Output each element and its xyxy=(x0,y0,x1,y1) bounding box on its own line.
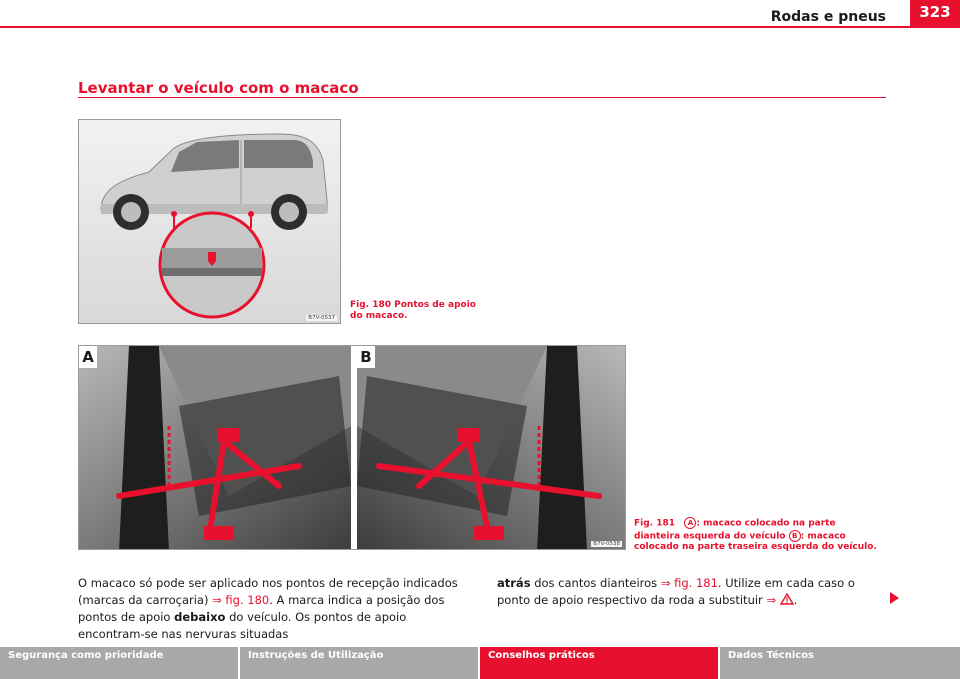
jack-illustration xyxy=(79,346,626,550)
caption-text-1: : macaco colocado na parte dianteira esquerda do veículo xyxy=(634,518,836,541)
figure-link-180[interactable]: ⇒ fig. 180 xyxy=(212,593,270,607)
body-text: do veículo. Os pontos de apoio encontram-se nas nervuras situadas xyxy=(78,610,407,641)
footer-tab-practical-tips[interactable]: Conselhos práticos xyxy=(480,647,718,679)
body-bold: debaixo xyxy=(174,610,226,624)
warning-icon[interactable] xyxy=(780,593,794,605)
caption-text-2: : macaco colocado na parte traseira esquerda do veículo. xyxy=(634,531,877,552)
warning-link[interactable]: ⇒ xyxy=(766,593,777,607)
footer-tab-instructions[interactable]: Instruções de Utilização xyxy=(240,647,478,679)
figure-code: B7V-0537 xyxy=(308,315,335,321)
figure-code: B7V-0538 xyxy=(593,541,620,547)
body-column-1 xyxy=(78,575,468,643)
footer-tab-safety[interactable]: Segurança como prioridade xyxy=(0,647,238,679)
marker-a: A xyxy=(684,517,696,529)
footer-nav xyxy=(0,647,960,679)
header-rule xyxy=(0,26,960,28)
page-number: 323 xyxy=(910,0,960,26)
figure-jack-points xyxy=(78,119,341,324)
footer-tab-technical-data[interactable]: Dados Técnicos xyxy=(720,647,960,679)
body-column-2 xyxy=(497,575,887,609)
page-title: Levantar o veículo com o macaco xyxy=(78,79,359,97)
panel-label-a: A xyxy=(79,346,97,368)
panel-label-b: B xyxy=(357,346,375,368)
marker-b: B xyxy=(789,530,801,542)
figure-caption-181 xyxy=(634,517,884,553)
figure-link-181[interactable]: ⇒ fig. 181 xyxy=(660,576,718,590)
body-text: dos cantos dianteiros xyxy=(530,576,661,590)
figure-jack-positions xyxy=(78,345,626,550)
body-text: O macaco só pode ser aplicado nos pontos de recepção indicados (marcas da carroçaria) xyxy=(78,576,458,607)
section-title: Rodas e pneus xyxy=(770,9,886,25)
body-text: . Utilize em cada caso o ponto de apoio respectivo da roda a substituir xyxy=(497,576,855,607)
body-text: . xyxy=(793,593,798,607)
next-page-arrow-icon[interactable] xyxy=(890,592,899,604)
title-rule xyxy=(78,97,886,98)
caption-prefix: Fig. 181 xyxy=(634,518,676,529)
car-side-illustration xyxy=(79,120,341,324)
body-text: . A marca indica a posição dos pontos de apoio xyxy=(78,593,445,624)
figure-caption-180: Fig. 180 Pontos de apoio do macaco. xyxy=(350,300,476,321)
body-bold: atrás xyxy=(497,576,531,590)
